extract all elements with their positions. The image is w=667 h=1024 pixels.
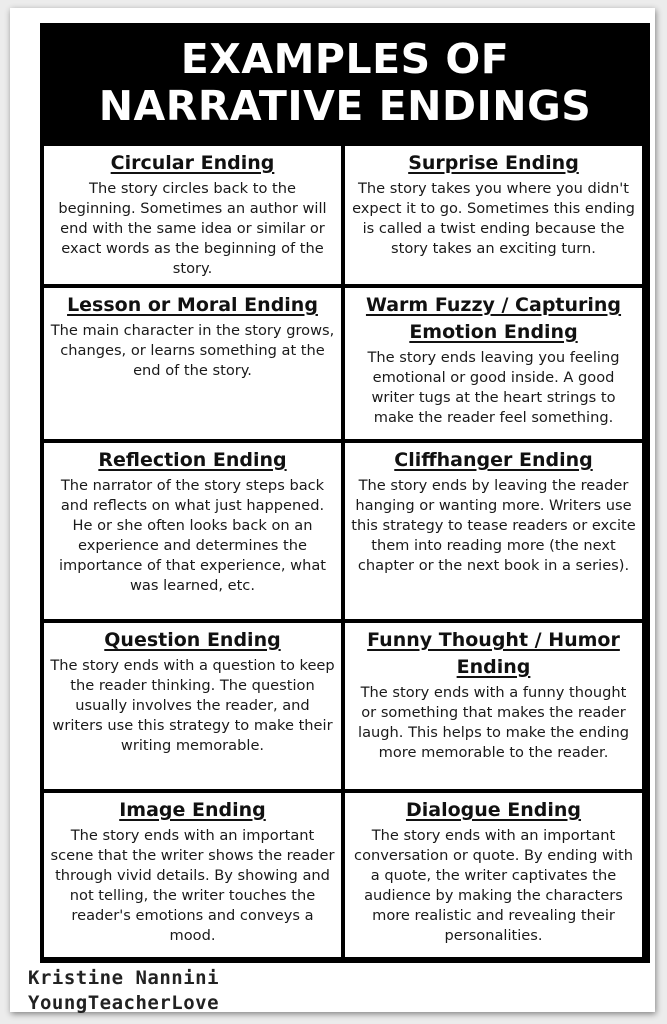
card-title: Lesson or Moral Ending (67, 294, 318, 316)
author-credit (28, 966, 219, 1016)
poster-sheet (10, 8, 655, 1012)
card-cliffhanger-ending (345, 443, 642, 619)
card-description: The story ends with a question to keep the reader thinking. The question usually involves the reader, and writers use this strategy to make their writing memorable. (50, 657, 335, 754)
poster-frame (40, 23, 650, 963)
card-title: Question Ending (104, 629, 281, 651)
card-lesson-ending (44, 288, 341, 439)
card-description: The story ends by leaving the reader hanging or wanting more. Writers use this strategy to tease readers or excite them into reading more (the next chapter or the next book in a series). (351, 477, 636, 574)
card-humor-ending (345, 623, 642, 789)
card-question-ending (44, 623, 341, 789)
card-description: The main character in the story grows, changes, or learns something at the end of the story. (50, 322, 335, 379)
card-title: Image Ending (119, 799, 266, 821)
card-description: The story circles back to the beginning. Sometimes an author will end with the same idea or similar or exact words as the beginning of the story. (58, 180, 327, 277)
poster-title (40, 23, 650, 143)
card-description: The story takes you where you didn't expect it to go. Sometimes this ending is called a twist ending because the story takes an exciting turn. (352, 180, 635, 257)
card-title: Funny Thought / Humor Ending (367, 629, 620, 678)
card-title: Surprise Ending (408, 152, 579, 174)
poster-title-line-1: EXAMPLES OF (180, 35, 510, 83)
card-dialogue-ending (345, 793, 642, 957)
card-description: The story ends with an important conversation or quote. By ending with a quote, the writer captivates the audience by making the characters more realistic and revealing their personalities. (354, 827, 633, 944)
card-title: Circular Ending (110, 152, 275, 174)
card-warm-fuzzy-ending (345, 288, 642, 439)
card-title: Cliffhanger Ending (394, 449, 593, 471)
author-name: Kristine Nannini (28, 967, 220, 989)
card-image-ending (44, 793, 341, 957)
card-title: Reflection Ending (98, 449, 287, 471)
card-description: The story ends with a funny thought or something that makes the reader laugh. This helps to make the ending more memorable to the reader. (358, 684, 629, 761)
card-description: The narrator of the story steps back and reflects on what just happened. He or she often looks back on an experience and determines the importance of that experience, what was learned, etc. (58, 477, 326, 594)
card-title: Warm Fuzzy / Capturing Emotion Ending (365, 294, 622, 343)
endings-grid (44, 146, 646, 959)
poster-title-line-2: NARRATIVE ENDINGS (98, 82, 592, 130)
card-circular-ending (44, 146, 341, 284)
card-description: The story ends with an important scene that the writer shows the reader through vivid details. By showing and not telling, the writer touches the reader's emotions and conveys a mood. (50, 827, 335, 944)
card-title: Dialogue Ending (405, 799, 582, 821)
author-site: YoungTeacherLove (28, 992, 220, 1014)
card-reflection-ending (44, 443, 341, 619)
card-description: The story ends leaving you feeling emotional or good inside. A good writer tugs at the heart strings to make the reader feel something. (367, 349, 620, 426)
card-surprise-ending (345, 146, 642, 284)
